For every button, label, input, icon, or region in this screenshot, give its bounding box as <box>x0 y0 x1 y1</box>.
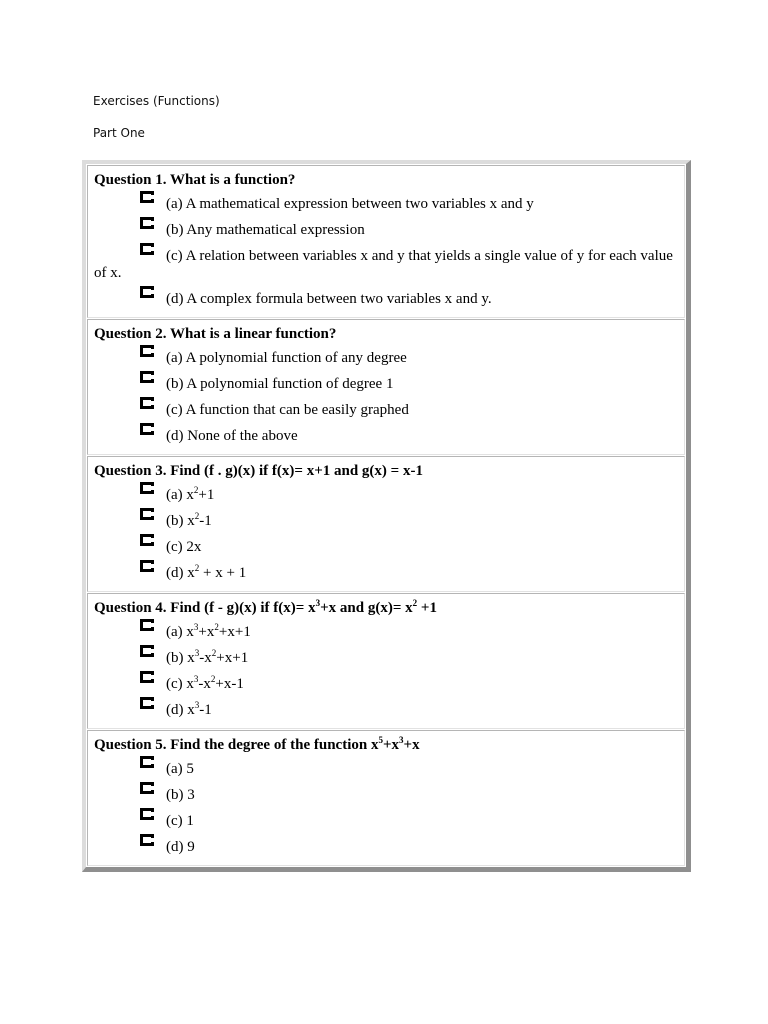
option-label: (a) A polynomial function of any degree <box>166 350 407 366</box>
option-label: (a) $x^3+x^2+x+1$ <box>166 622 251 640</box>
question-1 <box>87 165 685 318</box>
question-2-option-b[interactable] <box>94 372 678 398</box>
option-label: (c) A relation between variables x and y that yields a single value of y for each value of x. <box>94 248 673 281</box>
option-label: (d) 9 <box>166 839 195 855</box>
option-label: (a) A mathematical expression between two variables x and y <box>166 196 534 212</box>
radio-button-icon[interactable] <box>140 191 164 203</box>
question-1-option-a[interactable] <box>94 192 678 218</box>
radio-button-icon[interactable] <box>140 619 164 631</box>
radio-button-icon[interactable] <box>140 560 164 572</box>
radio-button-icon[interactable] <box>140 482 164 494</box>
question-3 <box>87 456 685 592</box>
question-5-option-b[interactable] <box>94 783 678 809</box>
radio-button-icon[interactable] <box>140 397 164 409</box>
option-label: (c) $x^3-x^2+x-1$ <box>166 674 244 692</box>
question-2-option-d[interactable] <box>94 424 678 450</box>
radio-button-icon[interactable] <box>140 834 164 846</box>
question-3-option-c[interactable] <box>94 535 678 561</box>
option-label: (b) Any mathematical expression <box>166 222 365 238</box>
question-4-option-a[interactable] <box>94 620 678 646</box>
radio-button-icon[interactable] <box>140 286 164 298</box>
question-3-option-b[interactable] <box>94 509 678 535</box>
question-5-title: Question 5. Find the degree of the function $x^5+x^3+x$ <box>94 735 420 753</box>
option-label: (b) $x^2-1$ <box>166 511 212 529</box>
question-1-option-d[interactable] <box>94 287 678 313</box>
option-label: (c) 1 <box>166 813 194 829</box>
radio-button-icon[interactable] <box>140 671 164 683</box>
question-2 <box>87 319 685 455</box>
option-label: (b) A polynomial function of degree 1 <box>166 376 394 392</box>
question-5-option-c[interactable] <box>94 809 678 835</box>
radio-button-icon[interactable] <box>140 645 164 657</box>
question-5-option-a[interactable] <box>94 757 678 783</box>
option-label: (d) $x^2 + x + 1$ <box>166 563 247 581</box>
option-label: (d) None of the above <box>166 428 298 444</box>
question-2-option-a[interactable] <box>94 346 678 372</box>
question-4-option-d[interactable] <box>94 698 678 724</box>
question-3-option-a[interactable] <box>94 483 678 509</box>
question-5-option-d[interactable] <box>94 835 678 861</box>
option-label: (c) A function that can be easily graphed <box>166 402 409 418</box>
question-4 <box>87 593 685 729</box>
option-label: (b) $x^3-x^2+x+1$ <box>166 648 249 666</box>
part-heading: Part One <box>93 126 145 140</box>
question-1-title: Question 1. What is a function? <box>94 172 296 188</box>
radio-button-icon[interactable] <box>140 808 164 820</box>
question-4-option-c[interactable] <box>94 672 678 698</box>
radio-button-icon[interactable] <box>140 697 164 709</box>
radio-button-icon[interactable] <box>140 423 164 435</box>
option-label: (a) 5 <box>166 761 194 777</box>
question-2-title: Question 2. What is a linear function? <box>94 326 337 342</box>
option-label: (a) $x^2+1$ <box>166 485 215 503</box>
radio-button-icon[interactable] <box>140 756 164 768</box>
question-4-option-b[interactable] <box>94 646 678 672</box>
radio-button-icon[interactable] <box>140 217 164 229</box>
radio-button-icon[interactable] <box>140 534 164 546</box>
radio-button-icon[interactable] <box>140 345 164 357</box>
radio-button-icon[interactable] <box>140 782 164 794</box>
radio-button-icon[interactable] <box>140 508 164 520</box>
document-title: Exercises (Functions) <box>93 94 220 108</box>
question-5 <box>87 730 685 866</box>
question-2-option-c[interactable] <box>94 398 678 424</box>
question-3-option-d[interactable] <box>94 561 678 587</box>
option-label: (c) 2x <box>166 539 202 555</box>
question-4-title: Question 4. Find (f - g)(x) if $f(x)= x^3+x$ and $g(x)= x^2 +1$ <box>94 598 437 616</box>
question-1-option-b[interactable] <box>94 218 678 244</box>
option-label: (d) $x^3-1$ <box>166 700 212 718</box>
radio-button-icon[interactable] <box>140 371 164 383</box>
radio-button-icon[interactable] <box>140 243 164 255</box>
question-1-option-c[interactable] <box>94 244 678 287</box>
option-label: (b) 3 <box>166 787 195 803</box>
quiz-table <box>82 160 691 872</box>
option-label: (d) A complex formula between two variables x and y. <box>166 291 492 307</box>
question-3-title: Question 3. Find (f . g)(x) if f(x)= x+1 and g(x) = x-1 <box>94 463 423 479</box>
